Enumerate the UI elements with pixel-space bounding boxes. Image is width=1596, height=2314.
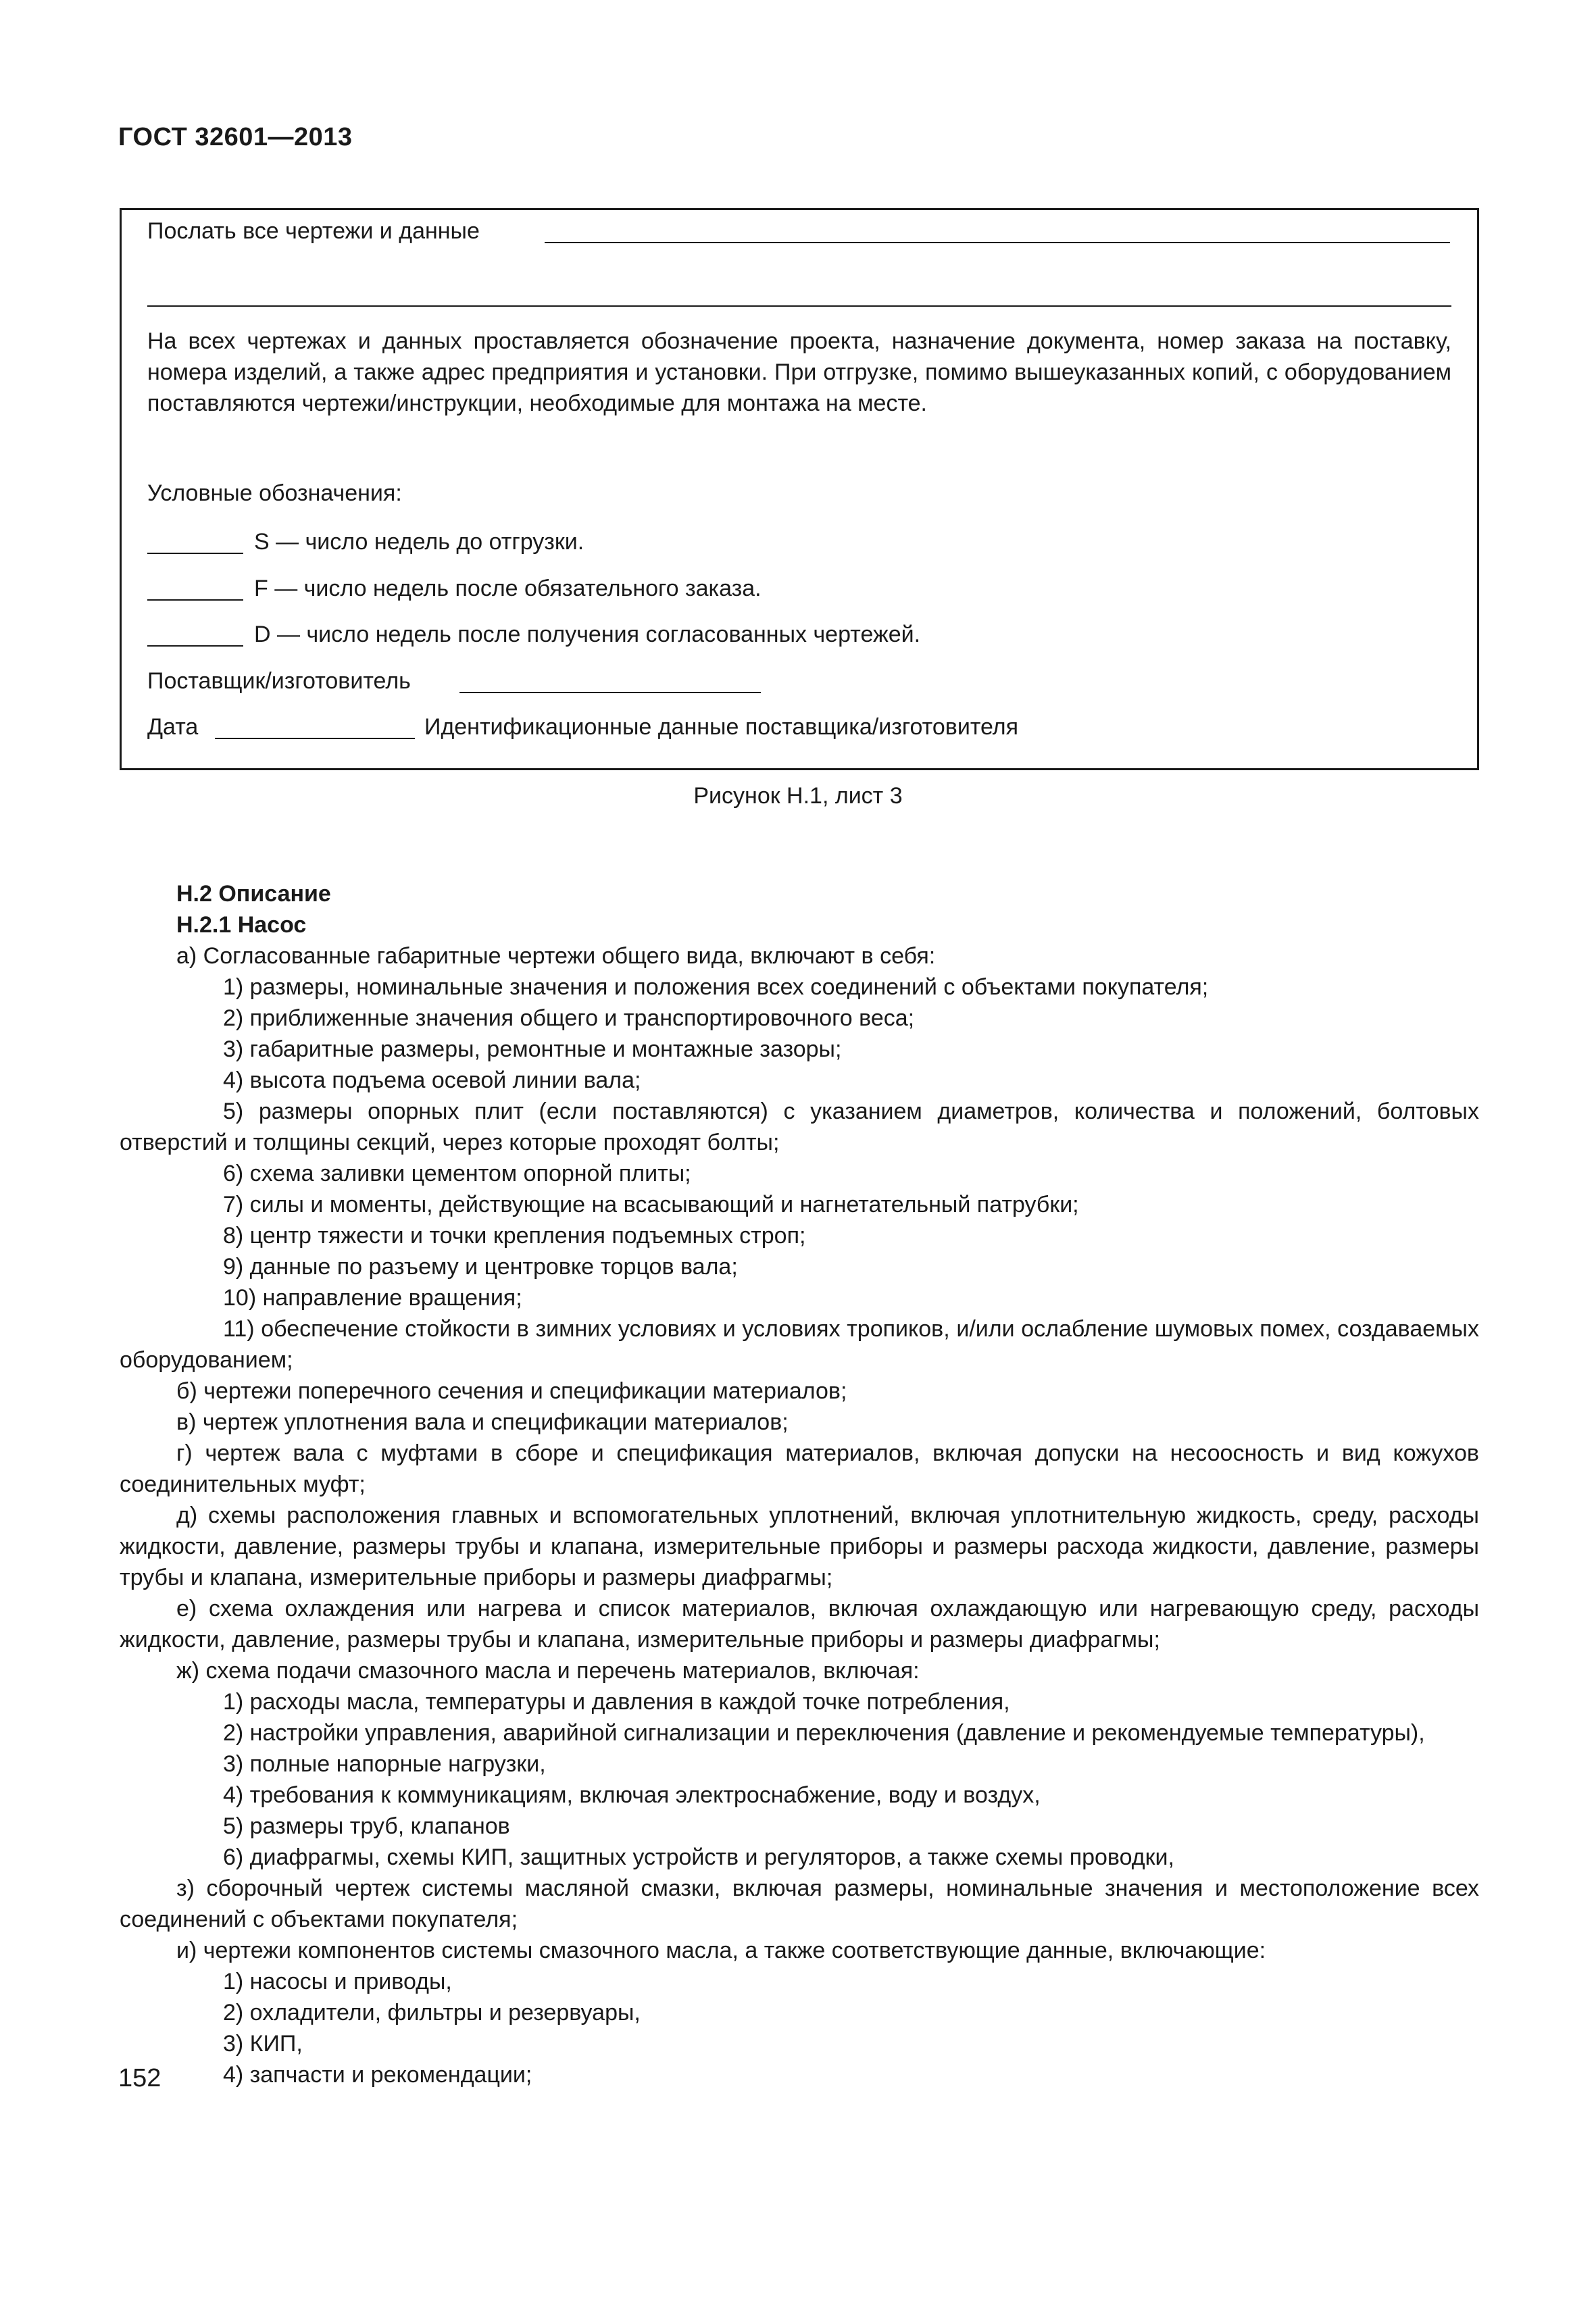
legend-s-blank [147,553,243,554]
legend-f-blank [147,599,243,601]
supplier-label: Поставщик/изготовитель [147,668,411,694]
list-item: 6) схема заливки цементом опорной плиты; [223,1161,691,1186]
list-item: 1) насосы и приводы, [223,1969,452,1994]
list-item: 8) центр тяжести и точки крепления подъемных строп; [223,1223,806,1249]
section-lines [120,940,1479,2090]
legend-d-blank [147,645,243,647]
list-item: и) чертежи компонентов системы смазочного масла, а также соответствующие данные, включающие: [176,1938,1266,1963]
supplier-line [459,692,761,693]
list-item: б) чертежи поперечного сечения и спецификации материалов; [176,1378,847,1404]
marking-paragraph: На всех чертежах и данных проставляется обозначение проекта, назначение документа, номер заказа на поставку, номера изделий, а также адрес предприятия и установки. При отгрузке, помимо вышеуказанных копий, с оборудованием поставляются чертежи/инструкции, необходимые для монтажа на месте. [147,328,1451,416]
section-body [120,878,1479,2090]
list-item: з) сборочный чертеж системы масляной смазки, включая размеры, номинальные значения и местоположение всех соединений с объектами покупателя; [120,1876,1479,1932]
legend-s: S — число недель до отгрузки. [254,529,584,555]
date-line [215,738,415,739]
send-drawings-label: Послать все чертежи и данные [147,218,480,244]
section-heading: Н.2 Описание [176,881,331,907]
list-item: 10) направление вращения; [223,1285,522,1311]
list-item: 9) данные по разъему и центровке торцов вала; [223,1254,738,1280]
send-drawings-line-2 [147,305,1451,307]
send-drawings-line [545,242,1450,243]
list-item: 3) КИП, [223,2031,303,2057]
list-item: 4) высота подъема осевой линии вала; [223,1067,641,1093]
list-item: 4) требования к коммуникациям, включая электроснабжение, воду и воздух, [223,1782,1041,1808]
list-item: 2) охладители, фильтры и резервуары, [223,2000,641,2026]
document-code: ГОСТ 32601—2013 [118,123,353,151]
list-item: а) Согласованные габаритные чертежи общего вида, включают в себя: [176,943,936,969]
list-item: е) схема охлаждения или нагрева и список материалов, включая охлаждающую или нагревающую среду, расходы жидкости, давление, размеры трубы и клапана, измерительные приборы и размеры диафрагмы; [120,1596,1479,1653]
list-item: 11) обеспечение стойкости в зимних условиях и условиях тропиков, и/или ослабление шумовых помех, создаваемых оборудованием; [120,1316,1479,1373]
list-item: 3) габаритные размеры, ремонтные и монтажные зазоры; [223,1036,842,1062]
date-label: Дата [147,714,199,740]
list-item: 6) диафрагмы, схемы КИП, защитных устройств и регуляторов, а также схемы проводки, [223,1844,1174,1870]
list-item: 5) размеры труб, клапанов [223,1813,510,1839]
list-item: 1) расходы масла, температуры и давления в каждой точке потребления, [223,1689,1010,1715]
legend-title: Условные обозначения: [147,480,402,506]
list-item: 1) размеры, номинальные значения и положения всех соединений с объектами покупателя; [223,974,1209,1000]
list-item: г) чертеж вала с муфтами в сборе и спецификация материалов, включая допуски на несоосность и вид кожухов соединительных муфт; [120,1440,1479,1497]
list-item: в) чертеж уплотнения вала и спецификации материалов; [176,1409,789,1435]
list-item: 4) запчасти и рекомендации; [223,2062,532,2088]
legend-d: D — число недель после получения согласованных чертежей. [254,622,921,647]
page-number: 152 [118,2064,161,2092]
list-item: 7) силы и моменты, действующие на всасывающий и нагнетательный патрубки; [223,1192,1079,1217]
list-item: 5) размеры опорных плит (если поставляются) с указанием диаметров, количества и положений, болтовых отверстий и толщины секций, через которые проходят болты; [120,1099,1479,1155]
list-item: 3) полные напорные нагрузки, [223,1751,546,1777]
section-subheading: Н.2.1 Насос [176,912,307,938]
list-item: д) схемы расположения главных и вспомогательных уплотнений, включая уплотнительную жидкость, среду, расходы жидкости, давление, размеры трубы и клапана, измерительные приборы и размеры расхода жидкости, давление, размеры трубы и клапана, измерительные приборы и размеры диафрагмы; [120,1503,1479,1590]
list-item: 2) приближенные значения общего и транспортировочного веса; [223,1005,915,1031]
list-item: ж) схема подачи смазочного масла и перечень материалов, включая: [176,1658,920,1684]
list-item: 2) настройки управления, аварийной сигнализации и переключения (давление и рекомендуемые температуры), [223,1720,1425,1746]
supplier-id-label: Идентификационные данные поставщика/изготовителя [424,714,1019,740]
figure-caption: Рисунок Н.1, лист 3 [693,783,903,809]
legend-f: F — число недель после обязательного заказа. [254,576,762,601]
